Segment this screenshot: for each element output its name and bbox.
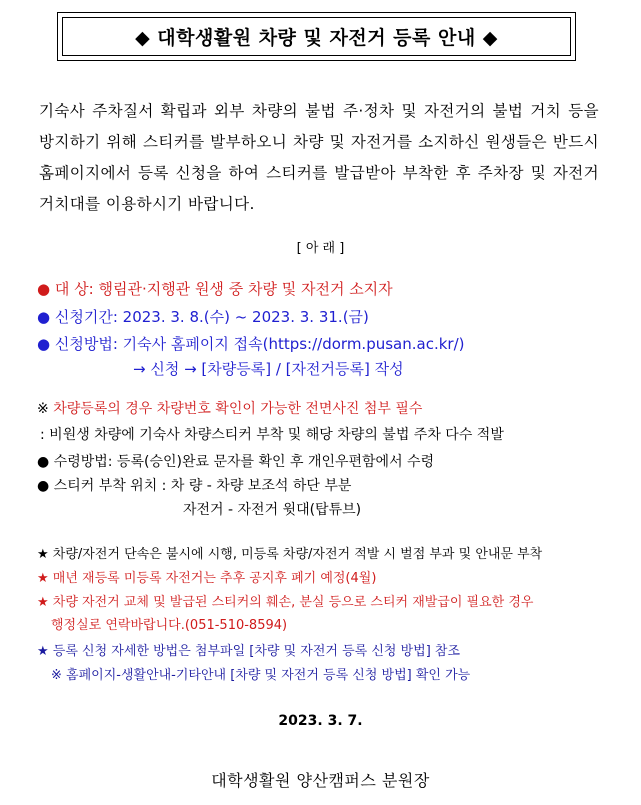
intro-paragraph: 기숙사 주차질서 확립과 외부 차량의 불법 주·정차 및 자전거의 불법 거치 등을 방지하기 위해 스티커를 발부하오니 차량 및 자전거를 소지하신 원생들은 반드시 홈페이지에서 등록 신청을 하여 스티커를 발급받아 부착한 후 주차장 및 자전거 거치대를 이용하시기 바랍니다. xyxy=(39,102,599,213)
sticker-position-car: ● 스티커 부착 위치 : 차 량 - 차량 보조석 하단 부분 xyxy=(37,478,352,494)
method-text: 신청방법: 기숙사 홈페이지 접속(https://dorm.pusan.ac.kr/) xyxy=(54,335,465,353)
title-box xyxy=(57,12,576,61)
method-line xyxy=(37,333,464,354)
photo-note xyxy=(37,398,422,418)
photo-note-mark: ※ xyxy=(37,401,49,417)
period-bullet: ● xyxy=(37,308,51,326)
star-note-1: ★ 차량/자전거 단속은 불시에 시행, 미등록 차량/자전거 적발 시 벌점 부과 및 안내문 부착 xyxy=(37,547,543,562)
homepage-note: ※ 홈페이지-생활안내-기타안내 [차량 및 자전거 등록 신청 방법] 확인 가능 xyxy=(51,668,471,683)
method-bullet: ● xyxy=(37,335,51,353)
method-line-2: → 신청 → [차량등록] / [자전거등록] 작성 xyxy=(133,360,404,378)
target-line xyxy=(37,278,393,299)
star-note-3-contact: 행정실로 연락바랍니다.(051-510-8594) xyxy=(51,618,288,633)
period-text: 신청기간: 2023. 3. 8.(수) ~ 2023. 3. 31.(금) xyxy=(54,308,369,326)
receive-method: ● 수령방법: 등록(승인)완료 문자를 확인 후 개인우편함에서 수령 xyxy=(37,454,435,470)
nonresident-note: : 비원생 차량에 기숙사 차량스티커 부착 및 해당 차량의 불법 주차 다수 적발 xyxy=(40,427,504,443)
sticker-position-bicycle: 자전거 - 자전거 윗대(탑튜브) xyxy=(183,502,362,518)
section-header: [ 아 래 ] xyxy=(296,241,345,256)
notice-date: 2023. 3. 7. xyxy=(278,713,363,729)
page-title: ◆ 대학생활원 차량 및 자전거 등록 안내 ◆ xyxy=(62,17,571,56)
photo-note-text: 차량등록의 경우 차량번호 확인이 가능한 전면사진 첨부 필수 xyxy=(53,401,423,417)
target-value: 행림관·지행관 원생 중 차량 및 자전거 소지자 xyxy=(98,280,393,298)
star-note-4: ★ 등록 신청 자세한 방법은 첨부파일 [차량 및 자전거 등록 신청 방법] 참조 xyxy=(37,644,461,659)
star-note-3: ★ 차량 자전거 교체 및 발급된 스티커의 훼손, 분실 등으로 스티커 재발급이 필요한 경우 xyxy=(37,595,534,610)
target-label: 대 상: xyxy=(54,280,94,298)
target-bullet: ● xyxy=(37,280,51,298)
star-note-2: ★ 매년 재등록 미등록 자전거는 추후 공지후 폐기 예정(4월) xyxy=(37,571,377,586)
period-line xyxy=(37,306,369,327)
signature: 대학생활원 양산캠퍼스 분원장 xyxy=(211,771,430,790)
